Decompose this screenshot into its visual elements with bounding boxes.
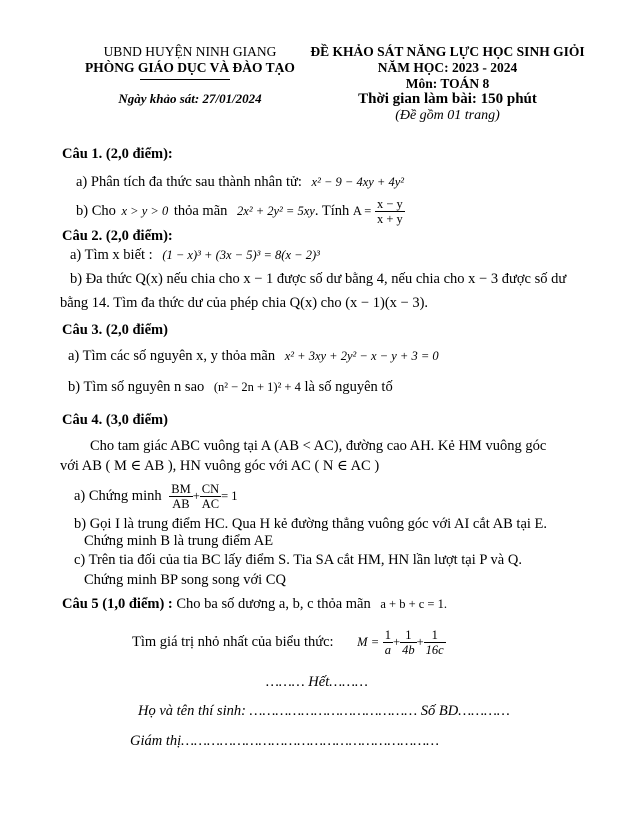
- q5-title: Câu 5 (1,0 điểm) :: [62, 596, 173, 612]
- q3-title: Câu 3. (2,0 điểm): [62, 322, 168, 338]
- q1-b-text3: . Tính: [314, 202, 350, 219]
- q4-a-plus: +: [192, 489, 200, 503]
- q4-b-line1: b) Gọi I là trung điểm HC. Qua H kẻ đường thẳng vuông góc với AI cắt AB tại E.: [74, 516, 548, 532]
- q5-math1: a + b + c = 1.: [380, 597, 447, 611]
- q1-title: Câu 1. (2,0 điểm):: [62, 146, 173, 162]
- q1-b-math3: A =: [352, 203, 372, 218]
- q1-b-frac-den: x + y: [376, 212, 403, 226]
- q2-b-line1: b) Đa thức Q(x) nếu chia cho x − 1 được số dư bằng 4, nếu chia cho x − 3 được số dư: [70, 271, 567, 287]
- proctor-line: Giám thị……………………………………………………: [130, 733, 440, 749]
- q5-frac3: [424, 628, 446, 657]
- q3-a-text: a) Tìm các số nguyên x, y thỏa mãn: [68, 348, 276, 364]
- end-marker: ……… Hết………: [266, 674, 368, 690]
- q4-a-frac1-den: AB: [172, 497, 190, 511]
- q4-a-frac1: [169, 482, 192, 511]
- q4-c-line1: c) Trên tia đối của tia BC lấy điểm S. Tia SA cắt HM, HN lần lượt tại P và Q.: [74, 552, 522, 568]
- q4-a: [74, 482, 238, 511]
- q3-a: [68, 348, 439, 365]
- q5-frac1-den: a: [384, 643, 392, 657]
- header-left-line1: UBND HUYỆN NINH GIANG: [103, 44, 277, 59]
- q4-intro1: Cho tam giác ABC vuông tại A (AB < AC), đường cao AH. Kẻ HM vuông góc: [90, 438, 547, 454]
- q5-frac2-den: 4b: [402, 643, 415, 657]
- q5-line2: [132, 628, 446, 657]
- q5-plus2: +: [416, 635, 424, 649]
- q1-a-text: a) Phân tích đa thức sau thành nhân tử:: [76, 174, 302, 190]
- q1-b-text1: b) Cho: [76, 202, 116, 219]
- header-right-line3: Môn: TOÁN 8: [405, 76, 490, 91]
- q2-b-line2: bằng 14. Tìm đa thức dư của phép chia Q(x) cho (x − 1)(x − 3).: [60, 295, 429, 311]
- q4-b-line2: Chứng minh B là trung điểm AE: [84, 533, 274, 549]
- q1-a-math: x² − 9 − 4xy + 4y²: [311, 175, 405, 189]
- q1-b-math1: x > y > 0: [121, 203, 169, 218]
- header-left-date: Ngày khảo sát: 27/01/2024: [118, 91, 262, 106]
- q5-frac1: [383, 628, 393, 657]
- q3-b: [68, 379, 393, 396]
- q4-title: Câu 4. (3,0 điểm): [62, 412, 168, 428]
- q4-a-frac2-den: AC: [201, 497, 220, 511]
- q4-a-frac1-num: BM: [171, 482, 191, 496]
- q1-b-math2: 2x² + 2y² = 5xy: [237, 203, 315, 218]
- header-left-line2: PHÒNG GIÁO DỤC VÀ ĐÀO TẠO: [85, 60, 295, 75]
- q3-b-text2: là số nguyên tố: [304, 379, 393, 395]
- header-right-line5: (Đề gồm 01 trang): [395, 108, 500, 123]
- candidate-name-line: Họ và tên thí sinh: ………………………………… Số BD…………: [138, 703, 510, 719]
- q1-b-frac-num: x − y: [376, 197, 403, 211]
- q3-b-math: (n² − 2n + 1)² + 4: [213, 380, 301, 394]
- header-right-line2: NĂM HỌC: 2023 - 2024: [377, 60, 518, 75]
- q3-a-math: x² + 3xy + 2y² − x − y + 3 = 0: [284, 349, 439, 363]
- q4-c-line2: Chứng minh BP song song với CQ: [84, 572, 286, 588]
- q5-line2-text: Tìm giá trị nhỏ nhất của biểu thức:: [132, 634, 334, 650]
- q2-a: [70, 247, 320, 264]
- q4-intro2: với AB ( M ∈ AB ), HN vuông góc với AC ( N ∈ AC ): [60, 458, 380, 474]
- q5-frac2-num: 1: [400, 628, 417, 643]
- q5-frac3-den: 16c: [425, 643, 444, 657]
- q5-m-label: M =: [357, 635, 380, 649]
- q4-a-frac2: [200, 482, 221, 511]
- q3-b-text1: b) Tìm số nguyên n sao: [68, 379, 205, 395]
- q5-text1: Cho ba số dương a, b, c thỏa mãn: [176, 596, 371, 612]
- q2-a-math: (1 − x)³ + (3x − 5)³ = 8(x − 2)³: [162, 248, 320, 262]
- q1-b-fraction: [375, 197, 405, 226]
- q1-b: [76, 197, 405, 226]
- q1-b-text2: thỏa mãn: [173, 202, 228, 219]
- header-right-line4: Thời gian làm bài: 150 phút: [358, 91, 537, 107]
- q4-a-frac2-num: CN: [201, 482, 220, 496]
- q5-frac3-num: 1: [424, 628, 446, 643]
- header-right-line1: ĐỀ KHẢO SÁT NĂNG LỰC HỌC SINH GIỎI: [310, 44, 585, 59]
- header-left-underline: [140, 79, 230, 80]
- q1-a: [76, 174, 404, 191]
- q5-line1: [62, 596, 447, 613]
- q2-title: Câu 2. (2,0 điểm):: [62, 228, 173, 244]
- q5-plus1: +: [393, 635, 401, 649]
- q2-a-text: a) Tìm x biết :: [70, 247, 153, 263]
- q4-a-eq: = 1: [221, 489, 238, 503]
- q4-a-text: a) Chứng minh: [74, 488, 162, 504]
- q5-frac2: [400, 628, 417, 657]
- q5-frac1-num: 1: [384, 628, 392, 642]
